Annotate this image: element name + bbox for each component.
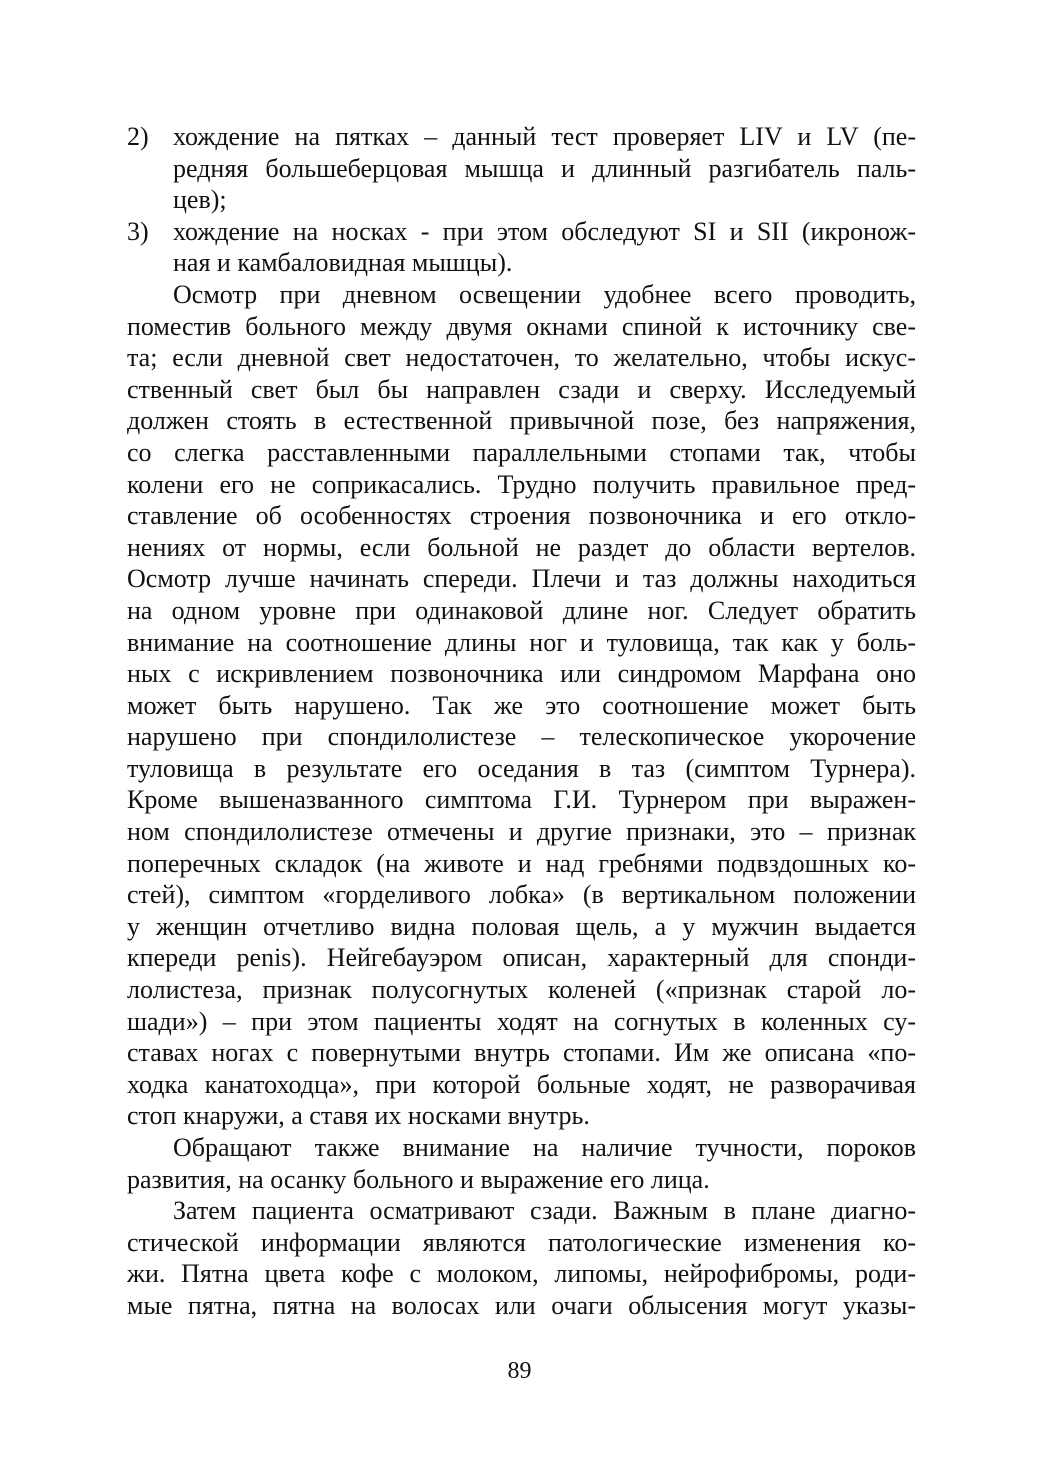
paragraph-line: внимание на соотношение длины ног и туловища, так как у боль- (127, 627, 916, 657)
paragraph-line: стей), симптом «горделивого лобка» (в вертикальном положении (127, 880, 916, 910)
list-item-line: редняя большеберцовая мышца и длинный разгибатель паль- (173, 153, 916, 183)
paragraph-line: ных с искривлением позвоночника или синдромом Марфана оно (127, 659, 916, 689)
paragraph-line: ставах ногах с повернутыми внутрь стопами. Им же описана «по- (127, 1038, 916, 1068)
page-body (127, 121, 916, 1322)
paragraph-line: Кроме вышеназванного симптома Г.И. Турнером при выражен- (127, 785, 916, 815)
paragraph-line: ном спондилолистезе отмечены и другие признаки, это – признак (127, 817, 916, 847)
page-number: 89 (507, 1358, 532, 1384)
paragraph-line: шади») – при этом пациенты ходят на согнутых в коленных су- (127, 1006, 916, 1036)
paragraph-line: со слегка расставленными параллельными стопами так, чтобы (127, 437, 916, 467)
paragraph-line: Затем пациента осматривают сзади. Важным в плане диагно- (173, 1196, 916, 1226)
paragraph-line: кпереди penis). Нейгебауэром описан, характерный для спонди- (127, 943, 916, 973)
paragraph (127, 279, 916, 1132)
paragraph (127, 1132, 916, 1195)
paragraph-line: нарушено при спондилолистезе – телескопическое укорочение (127, 722, 916, 752)
paragraph-line: на одном уровне при одинаковой длине ног. Следует обратить (127, 595, 916, 625)
paragraph-line: у женщин отчетливо видна половая щель, а у мужчин выдается (127, 911, 916, 941)
paragraph-line: поперечных складок (на животе и над гребнями подвздошных ко- (127, 848, 916, 878)
paragraph-line: колени его не соприкасались. Трудно получить правильное пред- (127, 469, 916, 499)
paragraph-line: стической информации являются патологические изменения ко- (127, 1227, 916, 1257)
list-item-number: 3) (127, 216, 149, 246)
paragraph-line: должен стоять в естественной привычной позе, без напряжения, (127, 406, 916, 436)
paragraph-line: Обращают также внимание на наличие тучности, пороков (173, 1133, 916, 1162)
list-item (127, 216, 916, 279)
paragraph-line: поместив больного между двумя окнами спиной к источнику све- (127, 311, 916, 341)
paragraph-line: та; если дневной свет недостаточен, то желательно, чтобы искус- (127, 343, 916, 373)
paragraph-line: может быть нарушено. Так же это соотношение может быть (127, 690, 916, 720)
paragraph-line: ходка канатоходца», при которой больные ходят, не разворачивая (127, 1069, 916, 1099)
list-item-line: 2) хождение на пятках – данный тест проверяет LIV и LV (пе- (127, 122, 916, 151)
paragraph-line: развития, на осанку больного и выражение его лица. (127, 1164, 710, 1194)
list-item-line: 3) хождение на носках - при этом обследуют SI и SII (икронож- (127, 216, 916, 246)
paragraph-line: ственный свет был бы направлен сзади и сверху. Исследуемый (127, 374, 916, 404)
paragraph-line: нениях от нормы, если больной не раздет до области вертелов. (127, 532, 916, 562)
paragraph (127, 1195, 916, 1321)
paragraph-line: ставление об особенностях строения позвоночника и его откло- (127, 501, 916, 531)
paragraph-line: Осмотр лучше начинать спереди. Плечи и таз должны находиться (127, 564, 916, 594)
paragraph-line: мые пятна, пятна на волосах или очаги облысения могут указы- (127, 1290, 916, 1320)
paragraph-line: лолистеза, признак полусогнутых коленей («признак старой ло- (127, 975, 916, 1005)
list-item-line: ная и камбаловидная мышцы). (173, 248, 513, 278)
list-item (127, 121, 916, 216)
paragraph-line: стоп кнаружи, а ставя их носками внутрь. (127, 1101, 590, 1131)
paragraph-line: туловища в результате его оседания в таз (симптом Турнера). (127, 753, 916, 783)
paragraph-line: Осмотр при дневном освещении удобнее всего проводить, (173, 279, 916, 309)
paragraph-line: жи. Пятна цвета кофе с молоком, липомы, нейрофибромы, роди- (127, 1259, 916, 1289)
list-item-number: 2) (127, 122, 149, 151)
list-item-line: цев); (173, 185, 227, 215)
